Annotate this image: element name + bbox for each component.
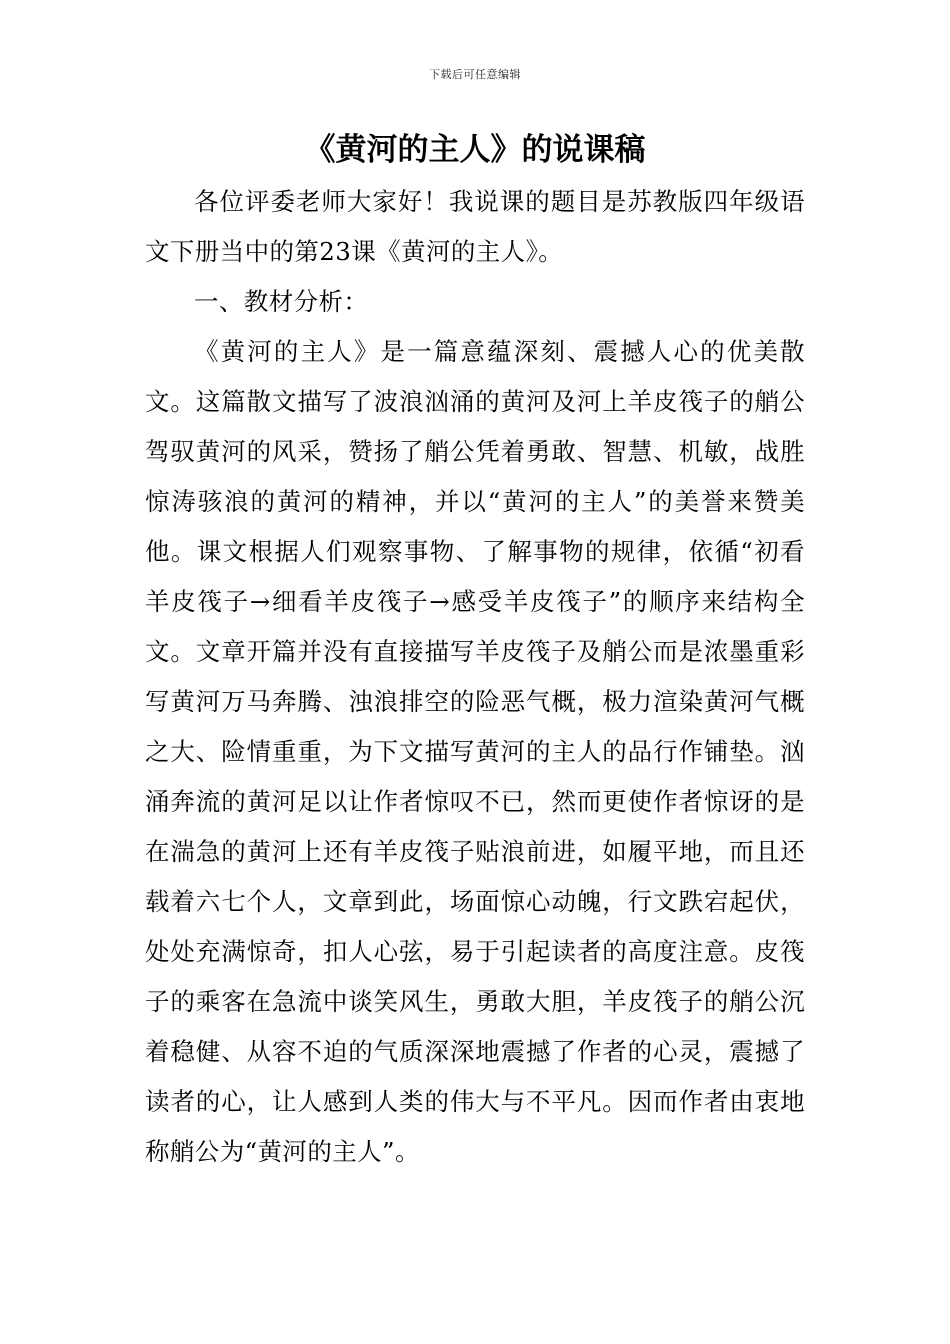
section-heading-textbook-analysis: 一、教材分析： xyxy=(194,287,369,316)
page-header-note: 下载后可任意编辑 xyxy=(429,68,521,81)
intro-paragraph: 各位评委老师大家好！我说课的题目是苏教版四年级语文下册当中的第23课《黄河的主人》。 xyxy=(145,187,805,266)
document-body xyxy=(145,177,805,1177)
analysis-paragraph: 《黄河的主人》是一篇意蕴深刻、震撼人心的优美散文。这篇散文描写了波浪汹涌的黄河及河上羊皮筏子的艄公驾驭黄河的风采，赞扬了艄公凭着勇敢、智慧、机敏，战胜惊涛骇浪的黄河的精神，并以“黄河的主人”的美誉来赞美他。课文根据人们观察事物、了解事物的规律，依循“初看羊皮筏子→细看羊皮筏子→感受羊皮筏子”的顺序来结构全文。文章开篇并没有直接描写羊皮筏子及艄公而是浓墨重彩写黄河万马奔腾、浊浪排空的险恶气概，极力渲染黄河气概之大、险情重重，为下文描写黄河的主人的品行作铺垫。汹涌奔流的黄河足以让作者惊叹不已，然而更使作者惊讶的是在湍急的黄河上还有羊皮筏子贴浪前进，如履平地，而且还载着六七个人，文章到此，场面惊心动魄，行文跌宕起伏，处处充满惊奇，扣人心弦，易于引起读者的高度注意。皮筏子的乘客在急流中谈笑风生，勇敢大胆，羊皮筏子的艄公沉着稳健、从容不迫的气质深深地震撼了作者的心灵，震撼了读者的心，让人感到人类的伟大与不平凡。因而作者由衷地称艄公为“黄河的主人”。 xyxy=(145,337,805,1166)
document-title: 《黄河的主人》的说课稿 xyxy=(304,132,646,168)
